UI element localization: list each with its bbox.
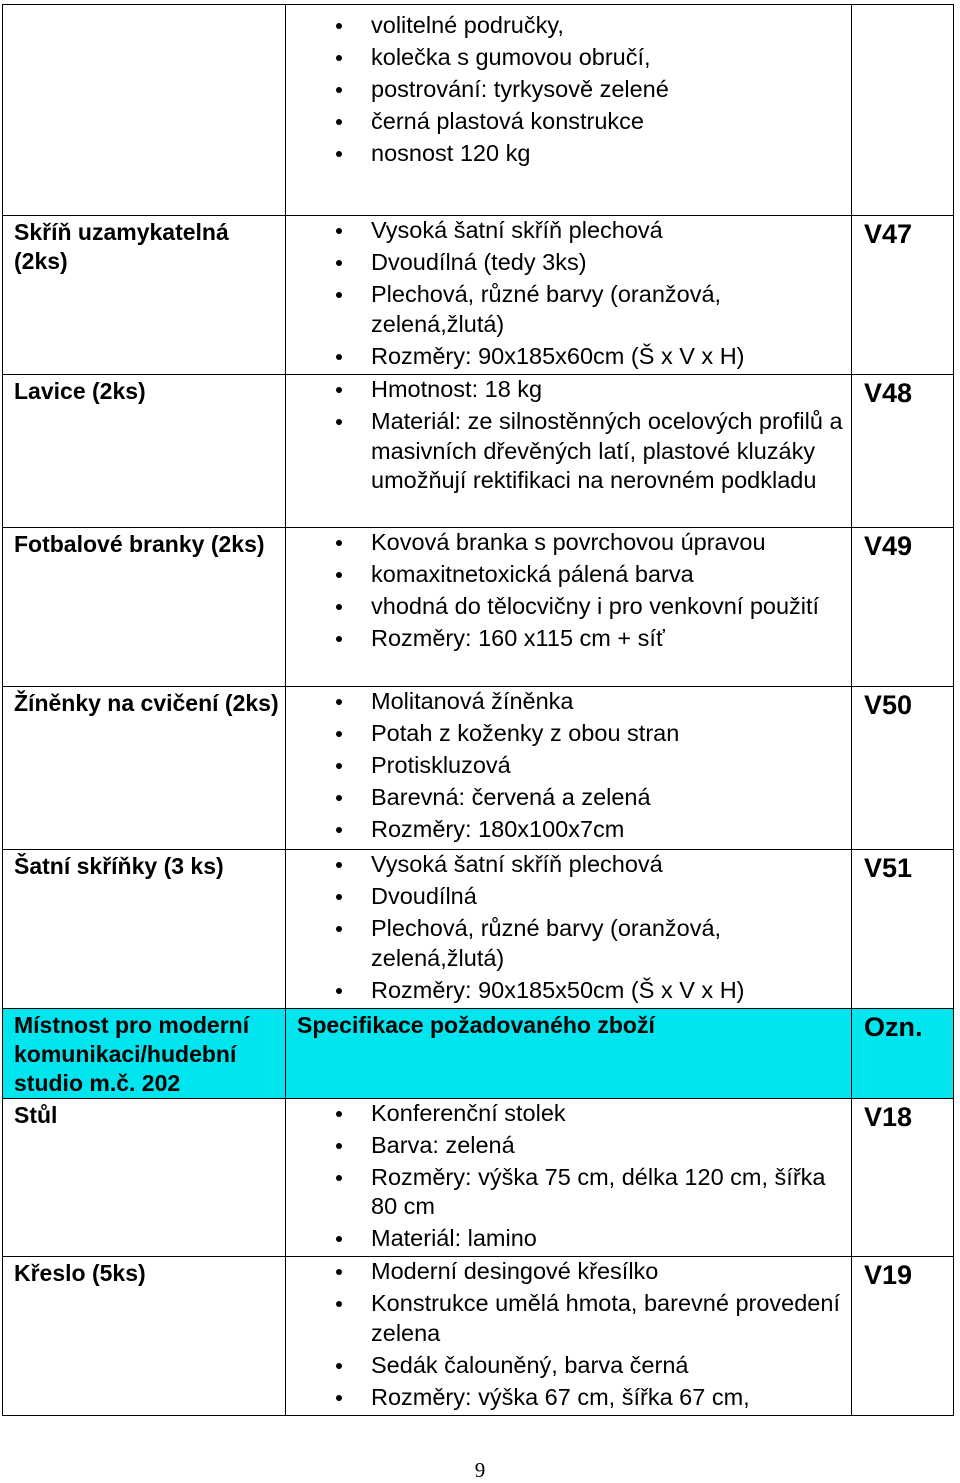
- list-item: [286, 1383, 851, 1413]
- item-code: V47: [864, 219, 913, 249]
- bullet-icon: [336, 827, 342, 833]
- item-name: Žíněnky na cvičení (2ks): [14, 690, 279, 716]
- spec-header: Specifikace požadovaného zboží: [297, 1011, 655, 1038]
- list-item-text: Materiál: ze silnostěnných ocelových profilů a masivních dřevěných latí, plastové kluzáky umožňují rektifikaci na nerovném podkladu: [371, 408, 843, 493]
- spec-list: [286, 850, 851, 1005]
- item-name: Stůl: [14, 1101, 58, 1128]
- list-item: [286, 107, 851, 137]
- table-row: [3, 1257, 954, 1416]
- item-name: Lavice (2ks): [14, 378, 146, 404]
- list-item: [286, 751, 851, 781]
- list-item: [286, 248, 851, 278]
- list-item: [286, 342, 851, 372]
- bullet-icon: [336, 260, 342, 266]
- bullet-icon: [336, 354, 342, 360]
- list-item-text: Potah z koženky z obou stran: [371, 720, 680, 746]
- table-row: [3, 850, 954, 1009]
- list-item-text: Rozměry: výška 67 cm, šířka 67 cm,: [371, 1383, 750, 1410]
- spec-list: [286, 528, 851, 654]
- item-name: Fotbalové branky (2ks): [14, 531, 265, 557]
- item-code: V19: [864, 1260, 913, 1290]
- bullet-icon: [336, 1111, 342, 1117]
- list-item-text: Barevná: červená a zelená: [371, 784, 651, 810]
- list-item-text: Protiskluzová: [371, 752, 511, 778]
- list-item-text: Konferenční stolek: [371, 1099, 566, 1126]
- list-item: [286, 216, 851, 246]
- spec-list: [286, 375, 851, 496]
- table-row: [3, 687, 954, 850]
- list-item: [286, 1289, 851, 1348]
- item-code: V49: [864, 531, 913, 561]
- list-item: [286, 1351, 851, 1381]
- table-row: [3, 1098, 954, 1257]
- bullet-icon: [336, 926, 342, 932]
- spec-list: [286, 1257, 851, 1412]
- spec-list: [286, 5, 851, 169]
- list-item: [286, 592, 851, 622]
- list-item-text: Dvoudílná: [371, 883, 477, 909]
- item-name: Šatní skříňky (3 ks): [14, 853, 224, 879]
- bullet-icon: [336, 988, 342, 994]
- list-item-text: Vysoká šatní skříň plechová: [371, 217, 663, 243]
- item-name: [3, 5, 285, 7]
- list-item: [286, 75, 851, 105]
- table-row: [3, 5, 954, 216]
- bullet-icon: [336, 419, 342, 425]
- specification-table: [2, 4, 954, 1416]
- bullet-icon: [336, 1395, 342, 1401]
- bullet-icon: [336, 572, 342, 578]
- table-row: [3, 375, 954, 528]
- bullet-icon: [336, 699, 342, 705]
- bullet-icon: [336, 151, 342, 157]
- bullet-icon: [336, 387, 342, 393]
- bullet-icon: [336, 119, 342, 125]
- item-code: V48: [864, 378, 913, 408]
- list-item: [286, 1099, 851, 1129]
- list-item-text: Vysoká šatní skříň plechová: [371, 851, 663, 877]
- list-item-text: vhodná do tělocvičny i pro venkovní použití: [371, 593, 820, 619]
- item-name: Křeslo (5ks): [14, 1260, 146, 1286]
- code-header: Ozn.: [864, 1011, 923, 1042]
- list-item-text: Rozměry: 180x100x7cm: [371, 816, 625, 842]
- list-item: [286, 1257, 851, 1287]
- list-item: [286, 43, 851, 73]
- bullet-icon: [336, 795, 342, 801]
- list-item: [286, 815, 851, 845]
- section-header-row: [3, 1008, 954, 1098]
- bullet-icon: [336, 55, 342, 61]
- list-item: [286, 375, 851, 405]
- list-item: [286, 407, 851, 496]
- list-item-text: komaxitnetoxická pálená barva: [371, 561, 694, 587]
- spec-list: [286, 216, 851, 371]
- list-item-text: Plechová, různé barvy (oranžová, zelená,žlutá): [371, 281, 722, 337]
- bullet-icon: [336, 23, 342, 29]
- list-item-text: Rozměry: 90x185x60cm (Š x V x H): [371, 342, 745, 369]
- bullet-icon: [336, 604, 342, 610]
- bullet-icon: [336, 540, 342, 546]
- list-item-text: Sedák čalouněný, barva černá: [371, 1351, 689, 1378]
- bullet-icon: [336, 894, 342, 900]
- table-row: [3, 216, 954, 375]
- list-item: [286, 719, 851, 749]
- list-item-text: černá plastová konstrukce: [371, 108, 645, 134]
- item-code: V18: [864, 1101, 913, 1132]
- list-item: [286, 560, 851, 590]
- list-item-text: nosnost 120 kg: [371, 140, 531, 166]
- list-item-text: Materiál: lamino: [371, 1225, 537, 1251]
- list-item: [286, 139, 851, 169]
- spec-list: [286, 1099, 851, 1254]
- list-item: [286, 1131, 851, 1161]
- bullet-icon: [336, 1143, 342, 1149]
- list-item-text: Barva: zelená: [371, 1131, 515, 1158]
- list-item-text: Rozměry: výška 75 cm, délka 120 cm, šířka 80 cm: [371, 1163, 826, 1219]
- bullet-icon: [336, 1363, 342, 1369]
- bullet-icon: [336, 228, 342, 234]
- list-item-text: Rozměry: 90x185x50cm (Š x V x H): [371, 976, 745, 1003]
- bullet-icon: [336, 1301, 342, 1307]
- list-item: [286, 11, 851, 41]
- room-title: Místnost pro moderní komunikaci/hudební studio m.č. 202: [14, 1011, 250, 1096]
- list-item-text: Molitanová žíněnka: [371, 688, 574, 714]
- bullet-icon: [336, 1236, 342, 1242]
- list-item-text: Kovová branka s povrchovou úpravou: [371, 529, 766, 555]
- bullet-icon: [336, 1269, 342, 1275]
- bullet-icon: [336, 763, 342, 769]
- list-item-text: Plechová, různé barvy (oranžová, zelená,žlutá): [371, 915, 722, 971]
- list-item-text: Hmotnost: 18 kg: [371, 376, 543, 402]
- spec-list: [286, 687, 851, 845]
- item-code: V51: [864, 853, 913, 883]
- item-code: [852, 5, 953, 7]
- list-item: [286, 280, 851, 339]
- list-item-text: postrování: tyrkysově zelené: [371, 76, 669, 102]
- list-item: [286, 783, 851, 813]
- list-item: [286, 1163, 851, 1222]
- bullet-icon: [336, 636, 342, 642]
- bullet-icon: [336, 731, 342, 737]
- list-item: [286, 976, 851, 1006]
- list-item-text: Dvoudílná (tedy 3ks): [371, 249, 587, 275]
- list-item: [286, 687, 851, 717]
- list-item: [286, 882, 851, 912]
- list-item: [286, 528, 851, 558]
- list-item: [286, 850, 851, 880]
- item-name: Skříň uzamykatelná (2ks): [14, 219, 229, 274]
- page-number: 9: [474, 1458, 486, 1482]
- bullet-icon: [336, 292, 342, 298]
- item-code: V50: [864, 690, 913, 720]
- list-item: [286, 914, 851, 973]
- table-row: [3, 528, 954, 687]
- list-item: [286, 1224, 851, 1254]
- list-item-text: Rozměry: 160 x115 cm + síť: [371, 625, 665, 651]
- list-item: [286, 624, 851, 654]
- bullet-icon: [336, 87, 342, 93]
- list-item-text: volitelné područky,: [371, 12, 564, 38]
- list-item-text: kolečka s gumovou obručí,: [371, 44, 651, 70]
- bullet-icon: [336, 862, 342, 868]
- list-item-text: Konstrukce umělá hmota, barevné provedení zelena: [371, 1290, 840, 1346]
- bullet-icon: [336, 1175, 342, 1181]
- list-item-text: Moderní desingové křesílko: [371, 1258, 659, 1284]
